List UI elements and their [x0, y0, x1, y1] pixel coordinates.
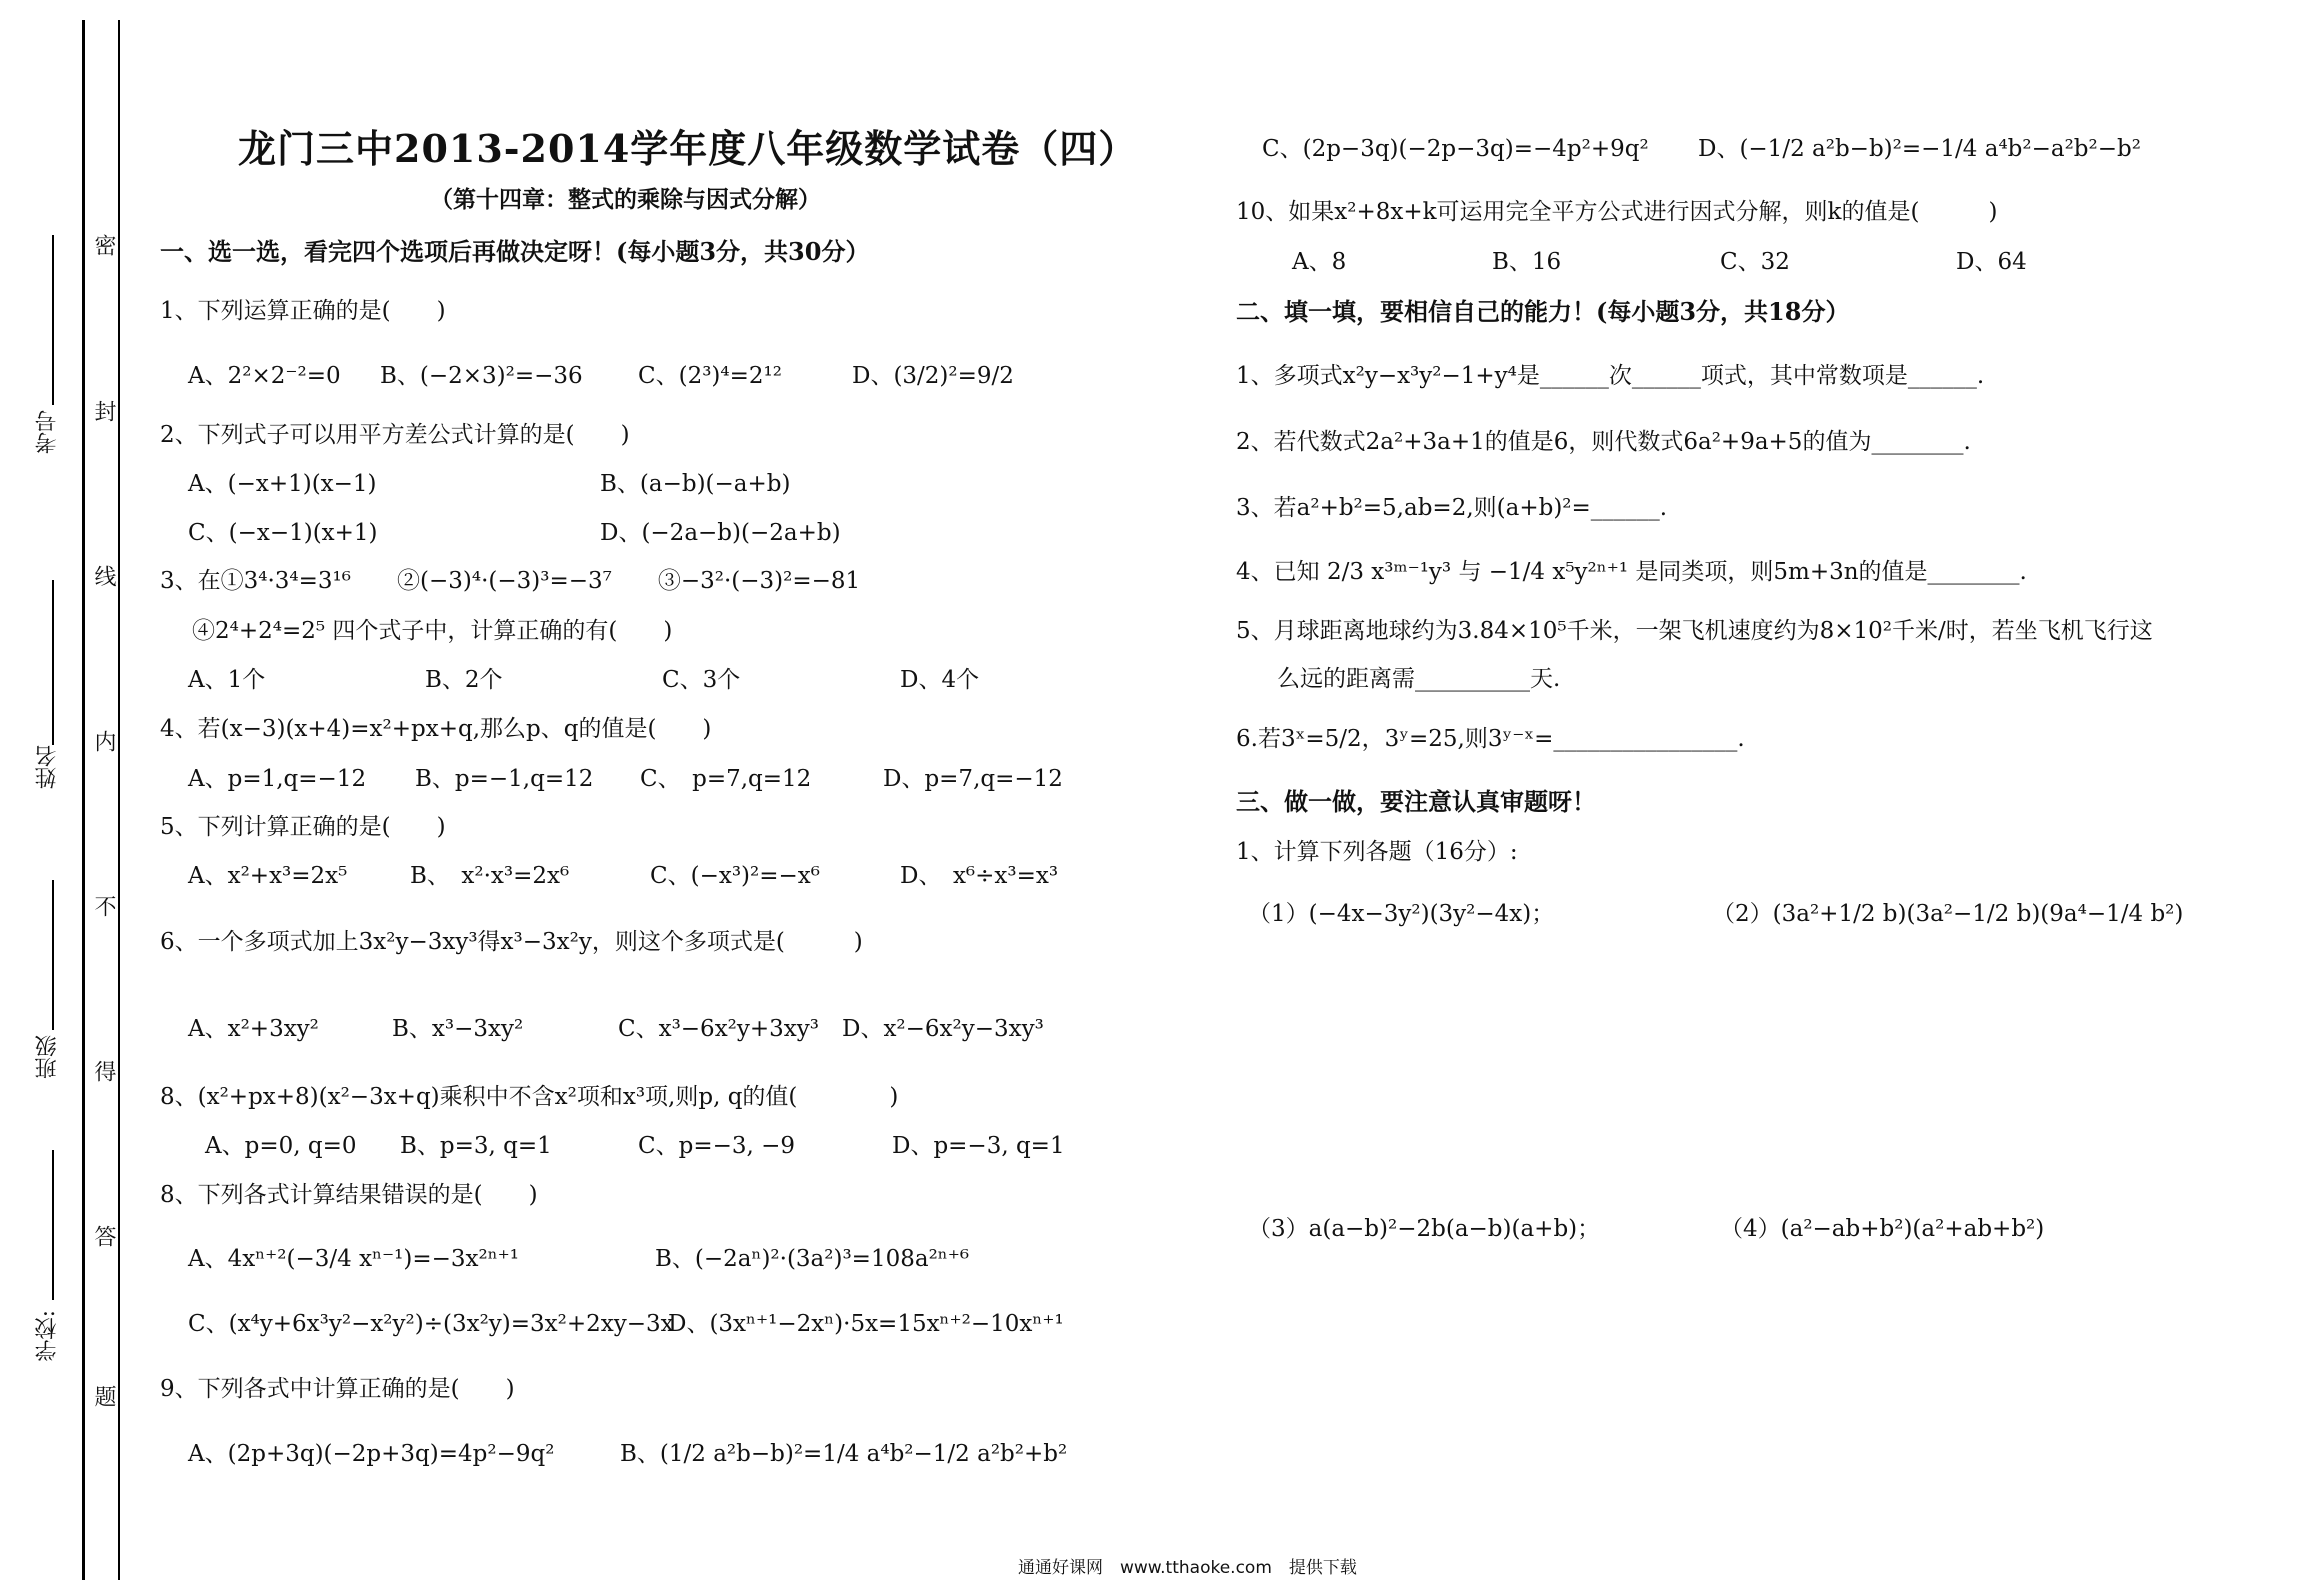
option: D、x²−6x²y−3xy³ [842, 1016, 1044, 1042]
option: B、2个 [425, 667, 503, 693]
option: C、3个 [662, 667, 741, 693]
exam-number-field[interactable] [52, 235, 54, 405]
option: B、(1/2 a²b−b)²=1/4 a⁴b²−1/2 a²b²+b² [620, 1441, 1068, 1467]
question-stem: 2、下列式子可以用平方差公式计算的是( ) [160, 422, 630, 448]
fill-question: 5、月球距离地球约为3.84×10⁵千米，一架飞机速度约为8×10²千米/时，若坐飞机飞行这 [1236, 618, 2153, 644]
option: C、(−x³)²=−x⁶ [650, 863, 820, 889]
calc-item: （2）(3a²+1/2 b)(3a²−1/2 b)(9a⁴−1/4 b²) [1712, 901, 2184, 927]
page-subtitle: （第十四章：整式的乘除与因式分解） [430, 186, 821, 213]
calc-heading: 1、计算下列各题（16分）: [1236, 839, 1518, 865]
name-label: 姓名 [35, 745, 60, 789]
exam-number-label: 考号 [35, 410, 60, 454]
option: C、x³−6x²y+3xy³ [618, 1016, 819, 1042]
class-field[interactable] [52, 880, 54, 1030]
school-field[interactable] [52, 1150, 54, 1300]
option: A、2²×2⁻²=0 [188, 363, 341, 389]
option: C、 p=7,q=12 [640, 766, 812, 792]
option: A、x²+x³=2x⁵ [188, 863, 348, 889]
seal-char: 线 [91, 565, 116, 587]
question-stem: 5、下列计算正确的是( ) [160, 814, 446, 840]
calc-item: （1）(−4x−3y²)(3y²−4x)； [1248, 901, 1555, 927]
option: B、p=−1,q=12 [415, 766, 594, 792]
question-stem: 1、下列运算正确的是( ) [160, 298, 446, 324]
class-label: 班级 [35, 1035, 60, 1079]
option: D、64 [1956, 249, 2027, 275]
option: B、p=3, q=1 [400, 1133, 552, 1159]
seal-char: 内 [91, 730, 116, 752]
option: D、(3/2)²=9/2 [852, 363, 1014, 389]
page-title: 龙门三中2013-2014学年度八年级数学试卷（四） [238, 126, 1138, 171]
option: C、(−x−1)(x+1) [188, 520, 378, 546]
school-label: 学校: [35, 1310, 60, 1362]
option: A、4xⁿ⁺²(−3/4 xⁿ⁻¹)=−3x²ⁿ⁺¹ [188, 1246, 520, 1272]
question-stem: 8、(x²+px+8)(x²−3x+q)乘积中不含x²项和x³项,则p, q的值( ) [160, 1084, 899, 1110]
option: C、p=−3, −9 [638, 1133, 796, 1159]
fill-question: 3、若a²+b²=5,ab=2,则(a+b)²=______. [1236, 495, 1668, 521]
option: B、 x²·x³=2x⁶ [410, 863, 570, 889]
option: D、4个 [900, 667, 980, 693]
fill-question: 2、若代数式2a²+3a+1的值是6，则代数式6a²+9a+5的值为________. [1236, 429, 1971, 455]
option: B、x³−3xy² [392, 1016, 524, 1042]
seal-char: 题 [91, 1385, 116, 1407]
calc-item: （4）(a²−ab+b²)(a²+ab+b²) [1720, 1216, 2045, 1242]
question-stem: ④2⁴+2⁴=2⁵ 四个式子中，计算正确的有( ) [192, 618, 673, 644]
fill-question: 6.若3ˣ=5/2，3ʸ=25,则3ʸ⁻ˣ=________________. [1236, 726, 1745, 752]
fill-question: 1、多项式x²y−x³y²−1+y⁴是______次______项式，其中常数项是______. [1236, 363, 1985, 389]
footer-source: 通通好课网 www.tthaoke.com 提供下载 [1018, 1558, 1357, 1578]
option: B、(−2aⁿ)²·(3a²)³=108a²ⁿ⁺⁶ [655, 1246, 970, 1272]
question-stem: 8、下列各式计算结果错误的是( ) [160, 1182, 538, 1208]
section-heading: 一、选一选，看完四个选项后再做决定呀！(每小题3分，共30分） [160, 237, 870, 266]
option: A、x²+3xy² [188, 1016, 319, 1042]
question-stem: 9、下列各式中计算正确的是( ) [160, 1376, 515, 1402]
option: A、p=1,q=−12 [188, 766, 367, 792]
option: D、 x⁶÷x³=x³ [900, 863, 1059, 889]
seal-char: 得 [91, 1060, 116, 1082]
option: B、(−2×3)²=−36 [380, 363, 583, 389]
option: D、(3xⁿ⁺¹−2xⁿ)·5x=15xⁿ⁺²−10xⁿ⁺¹ [668, 1311, 1064, 1337]
name-field[interactable] [52, 580, 54, 745]
question-stem: 10、如果x²+8x+k可运用完全平方公式进行因式分解，则k的值是( ) [1236, 199, 1998, 225]
section-heading: 二、填一填，要相信自己的能力！(每小题3分，共18分） [1236, 297, 1850, 326]
question-stem: 4、若(x−3)(x+4)=x²+px+q,那么p、q的值是( ) [160, 716, 712, 742]
seal-char: 封 [91, 400, 116, 422]
option: A、p=0, q=0 [205, 1133, 357, 1159]
option: A、(2p+3q)(−2p+3q)=4p²−9q² [188, 1441, 555, 1467]
question-stem: 6、一个多项式加上3x²y−3xy³得x³−3x²y，则这个多项式是( ) [160, 929, 863, 955]
option: C、(2p−3q)(−2p−3q)=−4p²+9q² [1262, 136, 1649, 162]
option: D、(−1/2 a²b−b)²=−1/4 a⁴b²−a²b²−b² [1698, 136, 2141, 162]
option: A、(−x+1)(x−1) [188, 471, 377, 497]
option: C、(x⁴y+6x³y²−x²y²)÷(3x²y)=3x²+2xy−3x [188, 1311, 674, 1337]
seal-char: 答 [91, 1225, 116, 1247]
option: D、p=−3, q=1 [892, 1133, 1065, 1159]
seal-char: 不 [91, 895, 116, 917]
fill-question: 么远的距离需__________天. [1277, 666, 1561, 692]
option: C、32 [1720, 249, 1790, 275]
seal-char: 密 [91, 234, 116, 256]
option: C、(2³)⁴=2¹² [638, 363, 782, 389]
fill-question: 4、已知 2/3 x³ᵐ⁻¹y³ 与 −1/4 x⁵y²ⁿ⁺¹ 是同类项，则5m+3n的值是________. [1236, 559, 2027, 585]
question-stem: 3、在①3⁴·3⁴=3¹⁶ ②(−3)⁴·(−3)³=−3⁷ ③−3²·(−3)²=−81 [160, 568, 861, 594]
option: D、p=7,q=−12 [883, 766, 1063, 792]
option: B、(a−b)(−a+b) [600, 471, 791, 497]
calc-item: （3）a(a−b)²−2b(a−b)(a+b)； [1248, 1216, 1601, 1242]
option: A、8 [1292, 249, 1347, 275]
section-heading: 三、做一做，要注意认真审题呀！ [1236, 787, 1596, 816]
margin-line-outer [82, 20, 85, 1580]
option: A、1个 [188, 667, 266, 693]
option: D、(−2a−b)(−2a+b) [600, 520, 841, 546]
option: B、16 [1492, 249, 1562, 275]
